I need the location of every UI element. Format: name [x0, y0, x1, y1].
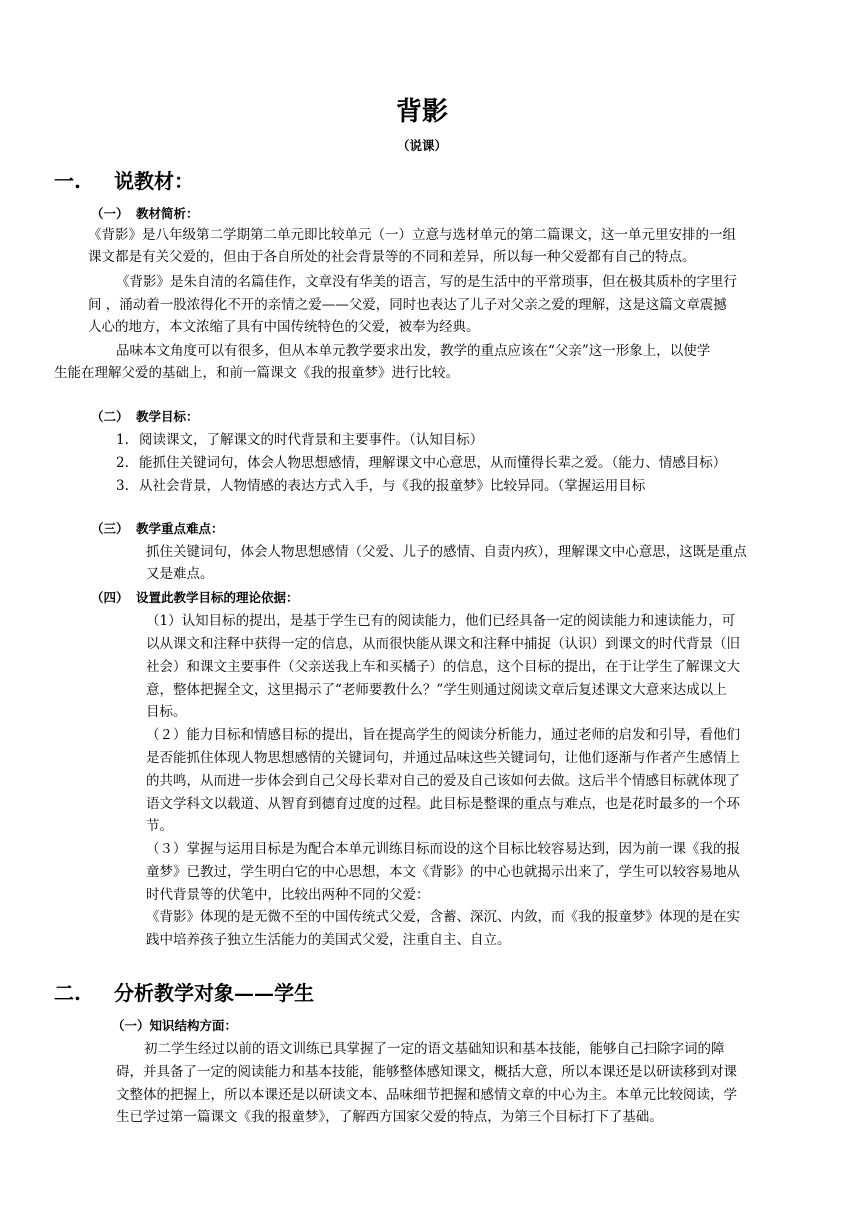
sub-2-title: 教学目标：	[136, 409, 199, 424]
paragraph-line: （３）掌握与运用目标是为配合本单元训练目标而设的这个目标比较容易达到，因为前一课《我的报	[146, 841, 740, 857]
sub-2-label: （二）	[91, 409, 129, 424]
list-item-number: 1.	[116, 432, 129, 448]
section-1-number: 一.	[54, 169, 81, 193]
sub-1-label: （一）	[91, 206, 129, 221]
paragraph-line: 碍，并具备了一定的阅读能力和基本技能，能够整体感知课文，概括大意，所以本课还是以研读移到对课	[116, 1064, 737, 1080]
paragraph-line: 品味本文角度可以有很多，但从本单元教学要求出发，教学的重点应该在“父亲”这一形象上，以使学	[116, 343, 711, 359]
paragraph-line: 节。	[146, 818, 173, 834]
paragraph-line: 《背影》体现的是无微不至的中国传统式父爱，含蓄、深沉、内敛，而《我的报童梦》体现的是在实	[146, 909, 740, 925]
paragraph-line: 人心的地方，本文浓缩了具有中国传统特色的父爱，被奉为经典。	[88, 319, 480, 335]
list-item-text: 能抓住关键词句，体会人物思想感情，理解课文中心意思，从而懂得长辈之爱。（能力、情感目标）	[139, 455, 727, 471]
paragraph-line: 社会）和课文主要事件（父亲送我上车和买橘子）的信息，这个目标的提出，在于让学生了解课文大	[146, 659, 740, 675]
section-1-heading: 说教材：	[114, 169, 194, 193]
sub-3-label: （三）	[91, 521, 129, 536]
paragraph-line: 以从课文和注释中获得一定的信息，从而很快能从课文和注释中捕捉（认识）到课文的时代背景（旧	[146, 636, 740, 652]
paragraph-line: 《背影》是朱自清的名篇佳作，文章没有华美的语言，写的是生活中的平常琐事，但在极其质朴的字里行	[116, 274, 737, 290]
page-subtitle: （说课）	[397, 138, 448, 153]
paragraph-line: 又是难点。	[146, 566, 214, 582]
section-2-heading: 分析教学对象——学生	[114, 981, 314, 1005]
paragraph-line: 抓住关键词句，体会人物思想感情（父爱、儿子的感情、自责内疚），理解课文中心意思，这既是重点	[146, 544, 747, 560]
sec2-sub-1-title: （一）知识结构方面：	[112, 1018, 238, 1033]
list-item-text: 阅读课文，了解课文的时代背景和主要事件。（认知目标）	[139, 432, 484, 448]
paragraph-line: （２）能力目标和情感目标的提出，旨在提高学生的阅读分析能力，通过老师的启发和引导，看他们	[146, 727, 740, 743]
list-item-number: 3.	[116, 478, 129, 494]
list-item-text: 从社会背景，人物情感的表达方式入手，与《我的报童梦》比较异同。（掌握运用目标	[139, 478, 646, 494]
paragraph-line: 初二学生经过以前的语文训练已具掌握了一定的语文基础知识和基本技能，能够自己扫除字词的障	[144, 1041, 725, 1057]
sub-1-title: 教材简析：	[136, 206, 199, 221]
page-title: 背影	[396, 97, 449, 127]
paragraph-line: 意，整体把握全文，这里揭示了“老师要教什么？”学生则通过阅读文章后复述课文大意来达成以上	[146, 682, 727, 698]
list-item-number: 2.	[116, 455, 129, 471]
sub-4-label: （四）	[91, 590, 129, 605]
paragraph-line: 生已学过第一篇课文《我的报童梦》，了解西方国家父爱的特点，为第三个目标打下了基础。	[116, 1109, 663, 1125]
paragraph-line: 是否能抓住体现人物思想感情的关键词句，并通过品味这些关键词句，让他们逐渐与作者产生感情上	[146, 750, 740, 766]
paragraph-line: （1）认知目标的提出，是基于学生已有的阅读能力，他们已经具备一定的阅读能力和速读能力，可	[146, 613, 736, 629]
paragraph-line: 语文学科文以载道、从智育到德育过度的过程。此目标是整课的重点与难点，也是花时最多的一个环	[146, 796, 740, 812]
sub-4-title: 设置此教学目标的理论依据：	[136, 590, 299, 605]
paragraph-line: 课文都是有关父爱的，但由于各自所处的社会背景等的不同和差异，所以每一种父爱都有自己的特点。	[88, 249, 696, 265]
paragraph-line: 目标。	[146, 704, 187, 720]
paragraph-line: 间 ，涌动着一股浓得化不开的亲情之爱——父爱，同时也表达了儿子对父亲之爱的理解，这是这篇文章震撼	[88, 297, 727, 313]
paragraph-line: 践中培养孩子独立生活能力的美国式父爱，注重自主、自立。	[146, 932, 511, 948]
paragraph-line: 生能在理解父爱的基础上，和前一篇课文《我的报童梦》进行比较。	[54, 365, 459, 381]
section-2-number: 二.	[54, 981, 81, 1005]
paragraph-line: 文整体的把握上，所以本课还是以研读文本、品味细节把握和感情文章的中心为主。本单元比较阅读，学	[116, 1087, 737, 1103]
paragraph-line: 的共鸣，从而进一步体会到自己父母长辈对自己的爱及自己该如何去做。这后半个情感目标就体现了	[146, 773, 740, 789]
paragraph-line: 时代背景等的伏笔中，比较出两种不同的父爱：	[146, 887, 430, 903]
paragraph-line: 童梦》已教过，学生明白它的中心思想，本文《背影》的中心也就揭示出来了，学生可以较容易地从	[146, 864, 740, 880]
sub-3-title: 教学重点难点：	[136, 521, 224, 536]
paragraph-line: 《背影》是八年级第二学期第二单元即比较单元（一）立意与选材单元的第二篇课文，这一单元里安排的一组	[88, 227, 736, 243]
